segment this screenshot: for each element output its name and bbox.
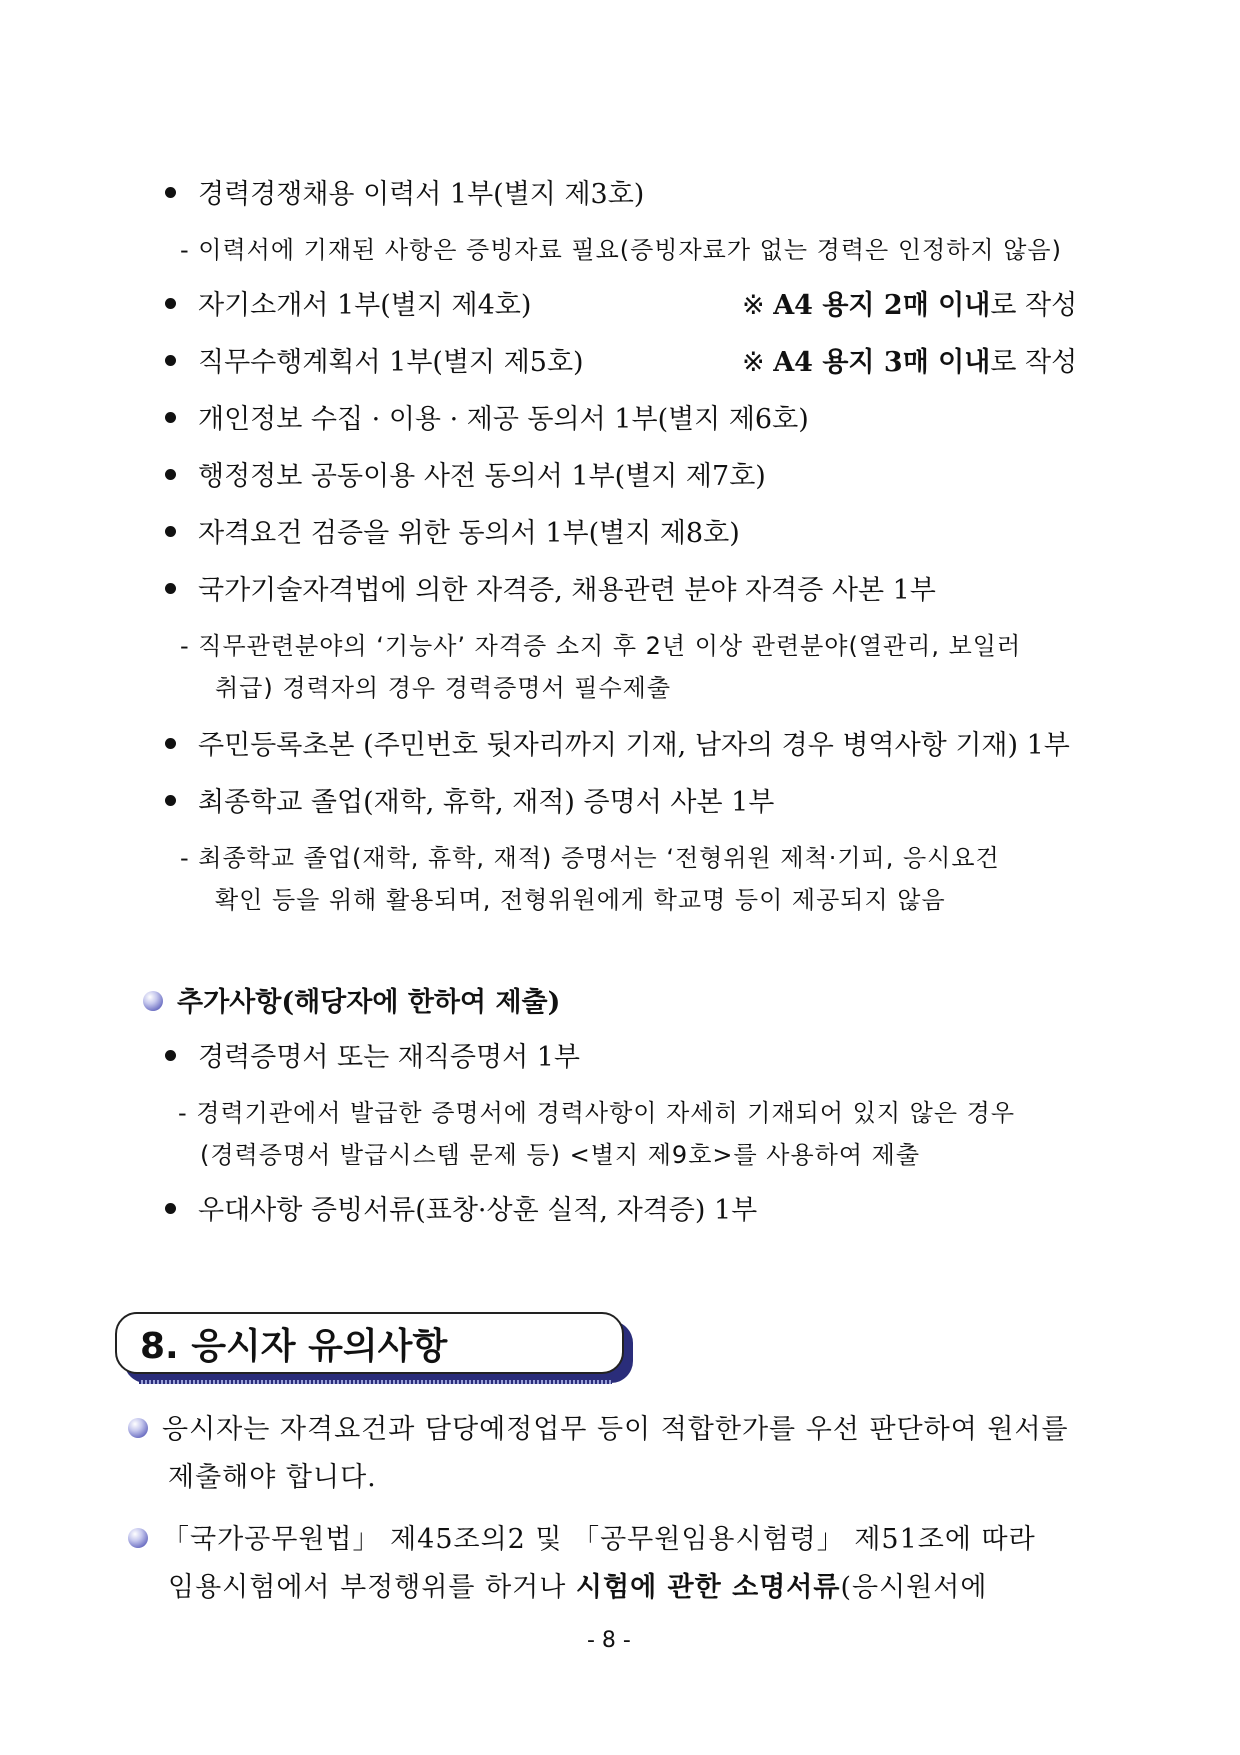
list-item: 주민등록초본 (주민번호 뒷자리까지 기재, 남자의 경우 병역사항 기재) 1부	[165, 723, 1070, 762]
bullet-dot	[165, 738, 176, 749]
bullet-dot	[165, 583, 176, 594]
notice-paragraph: 「국가공무원법」 제45조의2 및 「공무원임용시험령」 제51조에 따라	[128, 1517, 1036, 1556]
list-item: 직무수행계획서 1부(별지 제5호)	[165, 340, 584, 379]
notice-paragraph-continued: 임용시험에서 부정행위를 하거나 시험에 관한 소명서류(응시원서에	[168, 1572, 988, 1603]
notice-paragraph-continued: 제출해야 합니다.	[168, 1462, 377, 1493]
page-limit-note: ※ A4 용지 3매 이내로 작성	[742, 347, 1078, 378]
bullet-dot	[165, 469, 176, 480]
bullet-ball-icon	[143, 991, 163, 1011]
list-item: 자기소개서 1부(별지 제4호)	[165, 283, 531, 322]
sub-note-continued: 취급) 경력자의 경우 경력증명서 필수제출	[215, 674, 672, 702]
bullet-dot	[165, 795, 176, 806]
bullet-dot	[165, 412, 176, 423]
sub-note: - 최종학교 졸업(재학, 휴학, 재적) 증명서는 ‘전형위원 제척·기피, 응시요건	[180, 844, 1000, 872]
bullet-dot	[165, 1203, 176, 1214]
heading-underline	[139, 1380, 612, 1384]
list-item: 개인정보 수집 · 이용 · 제공 동의서 1부(별지 제6호)	[165, 397, 809, 436]
additional-section-title: 추가사항(해당자에 한하여 제출)	[143, 980, 560, 1019]
list-item: 경력경쟁채용 이력서 1부(별지 제3호)	[165, 172, 644, 211]
bullet-dot	[165, 298, 176, 309]
sub-note: - 직무관련분야의 ‘기능사’ 자격증 소지 후 2년 이상 관련분야(열관리, 보일러	[180, 632, 1022, 660]
sub-note-continued: (경력증명서 발급시스템 문제 등) <별지 제9호>를 사용하여 제출	[200, 1141, 921, 1169]
sub-note: - 이력서에 기재된 사항은 증빙자료 필요(증빙자료가 없는 경력은 인정하지 않음)	[180, 236, 1062, 264]
notice-paragraph: 응시자는 자격요건과 담당예정업무 등이 적합한가를 우선 판단하여 원서를	[128, 1407, 1069, 1446]
bullet-dot	[165, 1050, 176, 1061]
list-item: 경력증명서 또는 재직증명서 1부	[165, 1035, 580, 1074]
list-item: 우대사항 증빙서류(표창·상훈 실적, 자격증) 1부	[165, 1188, 757, 1227]
list-item: 행정정보 공동이용 사전 동의서 1부(별지 제7호)	[165, 454, 766, 493]
bullet-ball-icon	[128, 1418, 148, 1438]
page-number: - 8 -	[587, 1628, 631, 1653]
sub-note-continued: 확인 등을 위해 활용되며, 전형위원에게 학교명 등이 제공되지 않음	[215, 886, 946, 914]
section-heading: 8. 응시자 유의사항	[140, 1326, 448, 1367]
list-item: 최종학교 졸업(재학, 휴학, 재적) 증명서 사본 1부	[165, 780, 774, 819]
bullet-dot	[165, 187, 176, 198]
sub-note: - 경력기관에서 발급한 증명서에 경력사항이 자세히 기재되어 있지 않은 경우	[178, 1099, 1016, 1127]
bullet-dot	[165, 526, 176, 537]
page-limit-note: ※ A4 용지 2매 이내로 작성	[742, 290, 1078, 321]
list-item: 국가기술자격법에 의한 자격증, 채용관련 분야 자격증 사본 1부	[165, 568, 936, 607]
bullet-ball-icon	[128, 1528, 148, 1548]
list-item: 자격요건 검증을 위한 동의서 1부(별지 제8호)	[165, 511, 740, 550]
bullet-dot	[165, 355, 176, 366]
